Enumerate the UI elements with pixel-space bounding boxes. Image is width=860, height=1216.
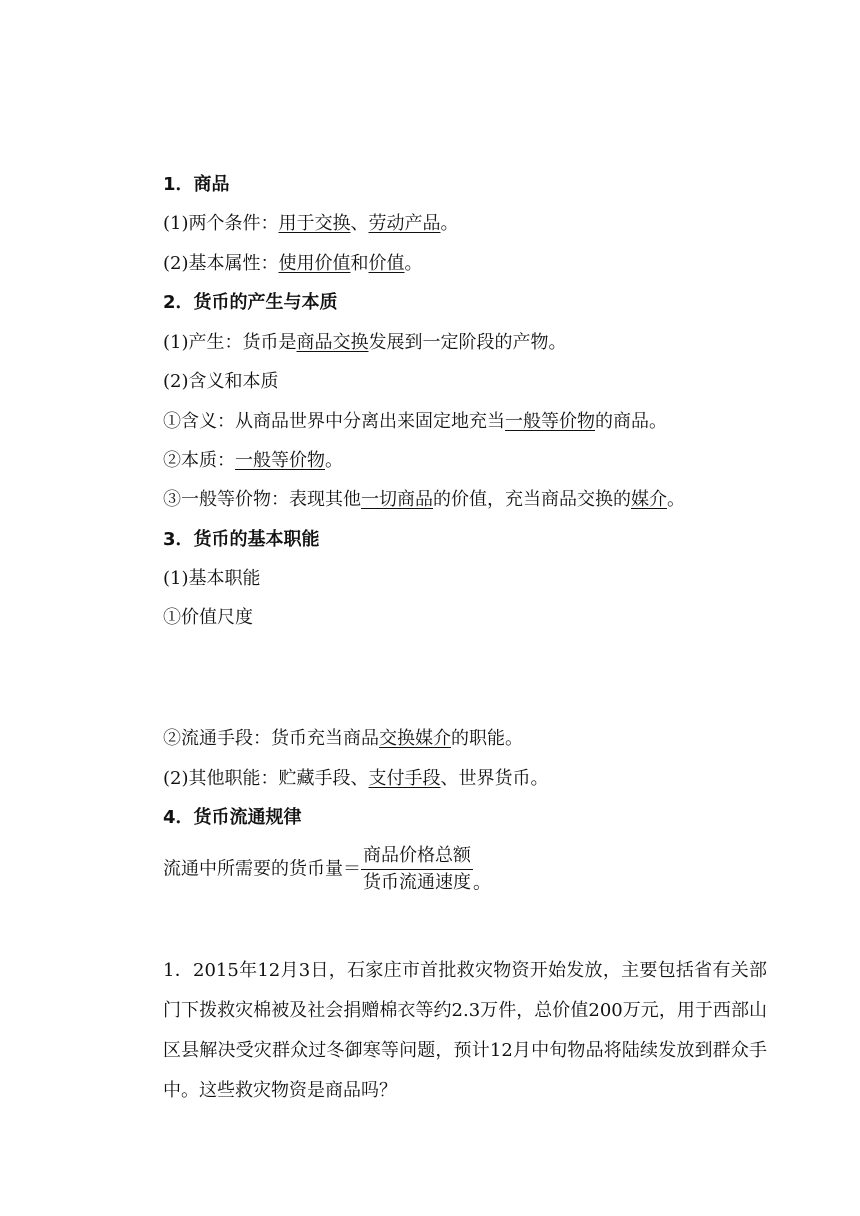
answer-blank: 交换媒介 (379, 728, 451, 749)
answer-blank: 一般等价物 (505, 411, 595, 432)
text: 和 (350, 253, 369, 274)
formula-lhs: 流通中所需要的货币量＝ (163, 858, 361, 880)
text: ②流通手段：货币充当商品 (163, 728, 379, 749)
section-4-heading: 4．货币流通规律 (163, 807, 302, 828)
answer-blank: 一般等价物 (235, 450, 325, 471)
text: 。 (404, 253, 423, 274)
fraction (361, 844, 473, 895)
text: 。 (325, 450, 343, 471)
text: ③一般等价物：表现其他 (163, 489, 361, 510)
question-paragraph (163, 951, 767, 1111)
text: 的职能。 (451, 728, 523, 749)
text: ②本质： (163, 450, 235, 471)
s2-line-4 (163, 448, 343, 474)
fraction-numerator: 商品价格总额 (361, 844, 473, 870)
answer-blank: 使用价值 (278, 253, 351, 274)
section-1-heading: 1．商品 (163, 174, 230, 195)
text: (2)其他职能：贮藏手段、 (163, 768, 369, 789)
s1-line-2 (163, 251, 423, 277)
text: 发展到一定阶段的产物。 (368, 332, 567, 353)
text: ①含义：从商品世界中分离出来固定地充当 (163, 411, 505, 432)
text: (1)产生：货币是 (163, 332, 297, 353)
s3-line-3 (163, 726, 523, 752)
text: (2)基本属性： (163, 253, 279, 274)
text: 、世界货币。 (440, 768, 549, 789)
fraction-denominator: 货币流通速度 (363, 872, 471, 893)
s2-line-5 (163, 487, 685, 513)
s3-line-2: ①价值尺度 (163, 607, 253, 628)
text: 、 (350, 213, 369, 234)
answer-blank: 一切商品 (361, 489, 433, 510)
text: 。 (440, 213, 459, 234)
text: (1)两个条件： (163, 213, 279, 234)
s3-line-1: (1)基本职能 (163, 568, 261, 589)
s2-line-2: (2)含义和本质 (163, 371, 279, 392)
text: 。 (667, 489, 685, 510)
text: 的商品。 (595, 411, 667, 432)
answer-blank: 支付手段 (368, 768, 441, 789)
s2-line-3 (163, 409, 667, 435)
formula (163, 844, 491, 897)
s2-line-1 (163, 330, 567, 356)
section-3-heading: 3．货币的基本职能 (163, 529, 320, 550)
answer-blank: 用于交换 (278, 213, 351, 234)
text: 。 (473, 872, 491, 894)
answer-blank: 商品交换 (296, 332, 369, 353)
s3-line-4 (163, 766, 549, 792)
s1-line-1 (163, 211, 459, 237)
answer-blank: 价值 (368, 253, 405, 274)
section-2-heading: 2．货币的产生与本质 (163, 292, 338, 313)
question-text: 1．2015年12月3日，石家庄市首批救灾物资开始发放，主要包括省有关部门下拨救灾棉被及社会捐赠棉衣等约2.3万件，总价值200万元，用于西部山区县解决受灾群众过冬御寒等问题，预计12月中旬物品将陆续发放到群众手中。这些救灾物资是商品吗？ (163, 960, 767, 1101)
answer-blank: 媒介 (631, 489, 667, 510)
answer-blank: 劳动产品 (368, 213, 441, 234)
text: 的价值，充当商品交换的 (433, 489, 631, 510)
